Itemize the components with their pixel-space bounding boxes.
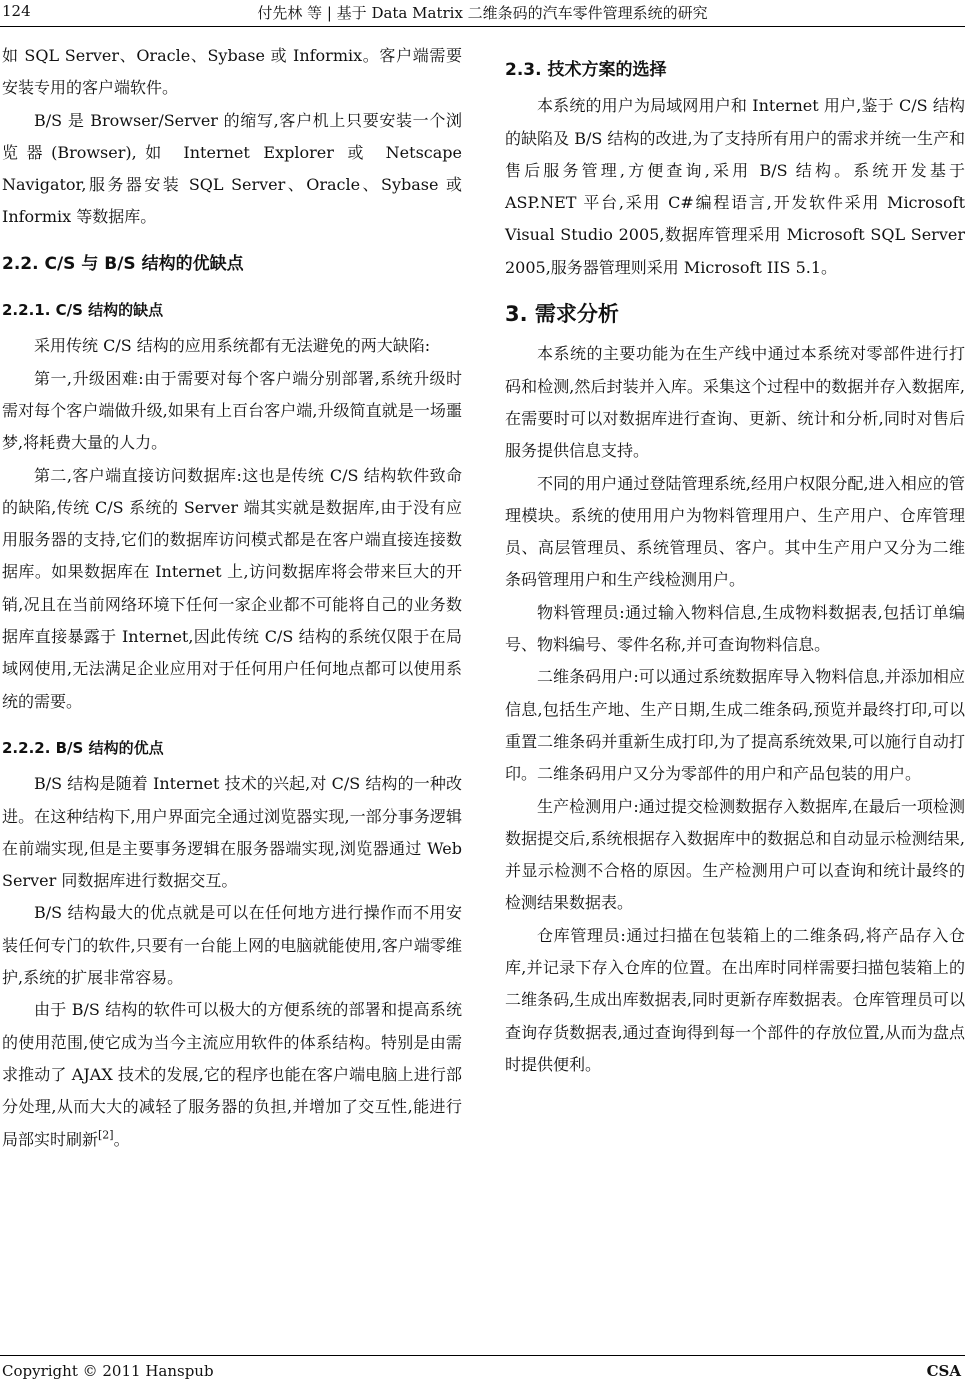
- paragraph-text: 本系统的用户为局域网用户和 Internet 用户,鉴于 C/S 结构的缺陷及 B/S 结构的改进,为了支持所有用户的需求并统一生产和售后服务管理,方便查询,采用 B/S 结构。系统开发基于 ASP.NET 平台,采用 C#编程语言,开发软件采用 Microsoft Visual Studio 2005,数据库管理采用 Microsoft SQL Server 2005,服务器管理则采用 Microsoft IIS 5.1。: [505, 96, 965, 277]
- paragraph-text: 如 SQL Server、Oracle、Sybase 或 Informix。客户端需要安装专用的客户端软件。: [2, 46, 462, 98]
- paragraph-text: B/S 是 Browser/Server 的缩写,客户机上只要安装一个浏览器(Browser),如 Internet Explorer 或 Netscape Navigator,服务器安装 SQL Server、Oracle、Sybase 或 Informix 等数据库。: [2, 110, 462, 227]
- paragraph-text: 本系统的主要功能为在生产线中通过本系统对零部件进行打码和检测,然后封装并入库。采集这个过程中的数据并存入数据库,在需要时可以对数据库进行查询、更新、统计和分析,同时对售后服务提供信息支持。: [505, 344, 965, 461]
- paragraph-text: 采用传统 C/S 结构的应用系统都有无法避免的两大缺陷:: [34, 336, 431, 356]
- body-paragraph: [2, 460, 462, 718]
- body-paragraph: [2, 994, 462, 1155]
- body-paragraph: [2, 330, 462, 362]
- running-title: 付先林 等 | 基于 Data Matrix 二维条码的汽车零件管理系统的研究: [257, 4, 708, 22]
- body-paragraph: [2, 363, 462, 460]
- subsection-heading: 2.2.2. B/S 结构的优点: [2, 738, 164, 757]
- section-heading: 2.2. C/S 与 B/S 结构的优缺点: [2, 253, 244, 274]
- body-paragraph: [505, 597, 965, 662]
- section-heading: 2.3. 技术方案的选择: [505, 60, 667, 80]
- paragraph-text: 二维条码用户:可以通过系统数据库导入物料信息,并添加相应信息,包括生产地、生产日期,生成二维条码,预览并最终打印,可以重置二维条码并重新生成打印,为了提高系统效果,可以施行自动打印。二维条码用户又分为零部件的用户和产品包装的用户。: [505, 667, 965, 784]
- chapter-heading: 3. 需求分析: [505, 302, 619, 327]
- paragraph-text: B/S 结构是随着 Internet 技术的兴起,对 C/S 结构的一种改进。在这种结构下,用户界面完全通过浏览器实现,一部分事务逻辑在前端实现,但是主要事务逻辑在服务器端实现,浏览器通过 Web Server 同数据库进行数据交互。: [2, 774, 462, 891]
- body-paragraph: [505, 661, 965, 790]
- body-paragraph: [505, 338, 965, 467]
- body-paragraph: [505, 920, 965, 1081]
- page-header: [0, 0, 965, 27]
- page-number: 124: [2, 2, 31, 20]
- paragraph-text: 物料管理员:通过输入物料信息,生成物料数据表,包括订单编号、物料编号、零件名称,并可查询物料信息。: [505, 602, 965, 655]
- paragraph-text: 仓库管理员:通过扫描在包装箱上的二维条码,将产品存入仓库,并记录下存入仓库的位置。在出库时同样需要扫描包装箱上的二维条码,生成出库数据表,同时更新存库数据表。仓库管理员可以查询存货数据表,通过查询得到每一个部件的存放位置,从而为盘点时提供便利。: [505, 925, 965, 1074]
- body-paragraph: [505, 90, 965, 284]
- paragraph-text: B/S 结构最大的优点就是可以在任何地方进行操作而不用安装任何专门的软件,只要有一台能上网的电脑就能使用,客户端零维护,系统的扩展非常容易。: [2, 903, 462, 988]
- copyright-notice: Copyright © 2011 Hanspub: [2, 1362, 214, 1380]
- body-paragraph: [2, 105, 462, 234]
- paragraph-text: 生产检测用户:通过提交检测数据存入数据库,在最后一项检测数据提交后,系统根据存入数据库中的数据总和自动显示检测结果,并显示检测不合格的原因。生产检测用户可以查询和统计最终的检测结果数据表。: [505, 796, 965, 913]
- paragraph-text: 第二,客户端直接访问数据库:这也是传统 C/S 结构软件致命的缺陷,传统 C/S 系统的 Server 端其实就是数据库,由于没有应用服务器的支持,它们的数据库访问模式都是在客户端直接连接数据库。如果数据库在 Internet 上,访问数据库将会带来巨大的开销,况且在当前网络环境下任何一家企业都不可能将自己的业务数据库直接暴露于 Internet,因此传统 C/S 结构的系统仅限于在局域网使用,无法满足企业应用对于任何用户任何地点都可以使用系统的需要。: [2, 465, 462, 711]
- body-paragraph: [2, 40, 462, 105]
- paragraph-text: 由于 B/S 结构的软件可以极大的方便系统的部署和提高系统的使用范围,使它成为当今主流应用软件的体系结构。特别是由需求推动了 AJAX 技术的发展,它的程序也能在客户端电脑上进行部分处理,从而大大的减轻了服务器的负担,并增加了交互性,能进行局部实时刷新: [2, 1000, 462, 1149]
- body-paragraph: [2, 897, 462, 994]
- body-paragraph: [2, 768, 462, 897]
- citation-reference: [2]: [98, 1128, 114, 1142]
- page-footer: [0, 1355, 965, 1386]
- paragraph-tail: 。: [113, 1129, 130, 1149]
- journal-abbreviation: CSA: [926, 1362, 961, 1380]
- paragraph-text: 第一,升级困难:由于需要对每个客户端分别部署,系统升级时需对每个客户端做升级,如果有上百台客户端,升级简直就是一场噩梦,将耗费大量的人力。: [2, 368, 462, 453]
- right-column: [505, 40, 965, 1081]
- body-paragraph: [505, 791, 965, 920]
- left-column: [2, 40, 462, 1156]
- subsection-heading: 2.2.1. C/S 结构的缺点: [2, 301, 164, 320]
- paragraph-text: 不同的用户通过登陆管理系统,经用户权限分配,进入相应的管理模块。系统的使用用户为物料管理用户、生产用户、仓库管理员、高层管理员、系统管理员、客户。其中生产用户又分为二维条码管理用户和生产线检测用户。: [505, 473, 965, 590]
- body-paragraph: [505, 468, 965, 597]
